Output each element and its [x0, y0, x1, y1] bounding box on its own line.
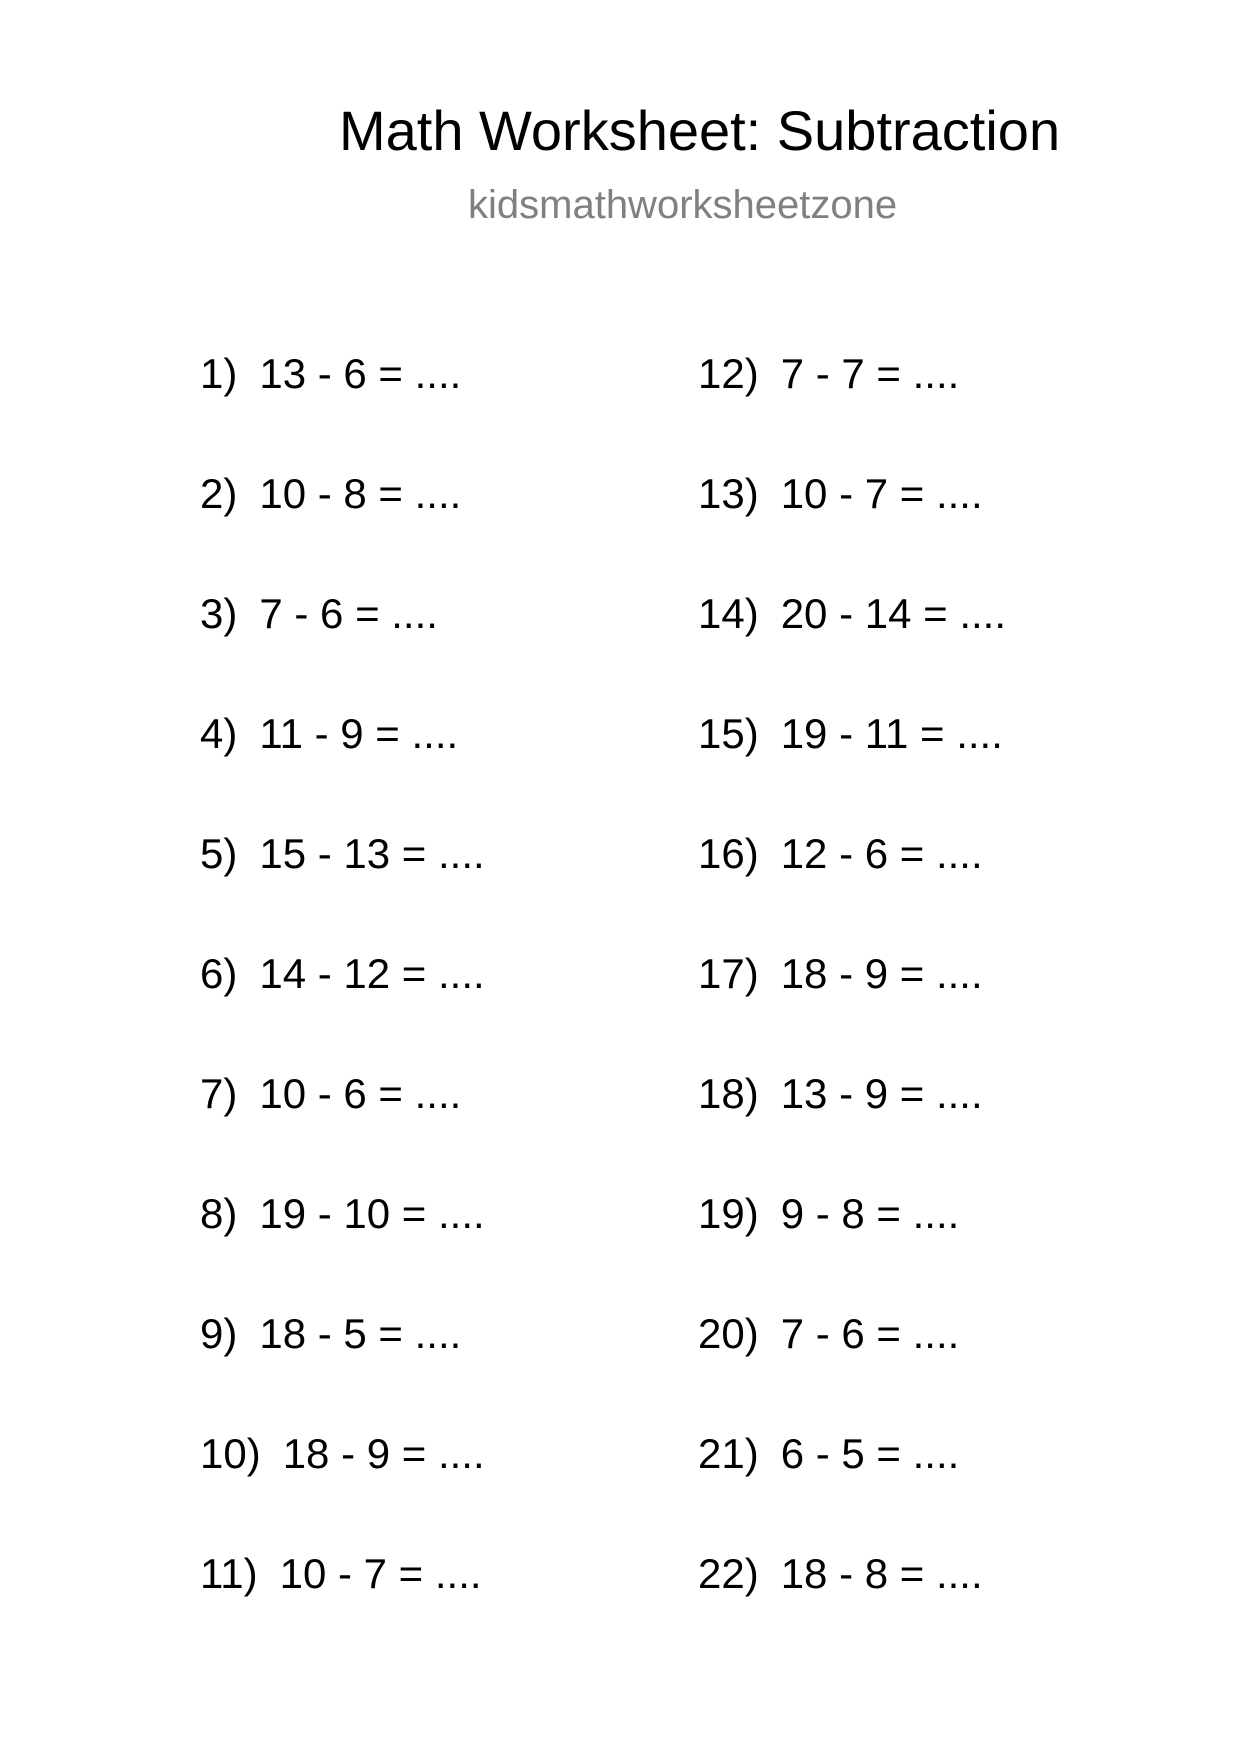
problem-expression: 18 - 9 = ....	[780, 950, 983, 997]
problem-item	[200, 344, 461, 404]
problem-number: 2)	[200, 470, 238, 517]
problem-item	[698, 464, 983, 524]
problem-number: 18)	[698, 1070, 759, 1117]
problem-item	[698, 1544, 983, 1604]
problem-expression: 13 - 6 = ....	[259, 350, 462, 397]
problem-expression: 18 - 8 = ....	[780, 1550, 983, 1597]
problem-number: 20)	[698, 1310, 759, 1357]
problem-expression: 10 - 7 = ....	[279, 1550, 482, 1597]
problem-expression: 7 - 7 = ....	[780, 350, 960, 397]
problem-number: 15)	[698, 710, 759, 757]
problem-expression: 18 - 9 = ....	[282, 1430, 485, 1477]
problem-item	[200, 824, 485, 884]
problem-item	[698, 344, 959, 404]
problem-expression: 19 - 10 = ....	[259, 1190, 485, 1237]
problem-item	[200, 1184, 485, 1244]
problem-expression: 12 - 6 = ....	[780, 830, 983, 877]
problem-number: 5)	[200, 830, 238, 877]
problem-item	[698, 944, 983, 1004]
problem-number: 4)	[200, 710, 238, 757]
problem-expression: 15 - 13 = ....	[259, 830, 485, 877]
problem-expression: 7 - 6 = ....	[780, 1310, 960, 1357]
problem-number: 9)	[200, 1310, 238, 1357]
problem-item	[698, 824, 983, 884]
problem-expression: 10 - 8 = ....	[259, 470, 462, 517]
problem-item	[698, 1064, 983, 1124]
problem-number: 16)	[698, 830, 759, 877]
problem-item	[200, 464, 461, 524]
problem-expression: 6 - 5 = ....	[780, 1430, 960, 1477]
problem-item	[200, 1544, 482, 1604]
problem-number: 1)	[200, 350, 238, 397]
problem-item	[200, 1424, 485, 1484]
problem-item	[200, 1304, 461, 1364]
problem-expression: 20 - 14 = ....	[780, 590, 1007, 637]
problem-item	[200, 1064, 461, 1124]
problem-item	[698, 584, 1006, 644]
problem-item	[200, 704, 458, 764]
problem-number: 17)	[698, 950, 759, 997]
problem-item	[698, 1304, 959, 1364]
worksheet-title: Math Worksheet: Subtraction	[339, 99, 1061, 162]
problem-number: 22)	[698, 1550, 759, 1597]
problem-number: 6)	[200, 950, 238, 997]
problem-expression: 9 - 8 = ....	[780, 1190, 960, 1237]
problem-number: 3)	[200, 590, 238, 637]
problem-expression: 10 - 7 = ....	[780, 470, 983, 517]
problem-expression: 11 - 9 = ....	[259, 710, 459, 757]
problem-number: 12)	[698, 350, 759, 397]
problem-number: 7)	[200, 1070, 238, 1117]
problem-expression: 19 - 11 = ....	[780, 710, 1003, 757]
problem-item	[698, 704, 1003, 764]
problem-number: 10)	[200, 1430, 261, 1477]
problem-number: 8)	[200, 1190, 238, 1237]
worksheet-source: kidsmathworksheetzone	[468, 183, 898, 227]
problem-number: 13)	[698, 470, 759, 517]
problem-expression: 13 - 9 = ....	[780, 1070, 983, 1117]
problem-item	[698, 1424, 959, 1484]
problem-item	[200, 584, 438, 644]
problem-expression: 18 - 5 = ....	[259, 1310, 462, 1357]
problem-number: 21)	[698, 1430, 759, 1477]
problem-expression: 7 - 6 = ....	[259, 590, 438, 637]
problem-item	[200, 944, 485, 1004]
problem-expression: 10 - 6 = ....	[259, 1070, 462, 1117]
problem-number: 14)	[698, 590, 759, 637]
problem-number: 11)	[200, 1550, 258, 1597]
problem-item	[698, 1184, 959, 1244]
problem-expression: 14 - 12 = ....	[259, 950, 485, 997]
problem-number: 19)	[698, 1190, 759, 1237]
